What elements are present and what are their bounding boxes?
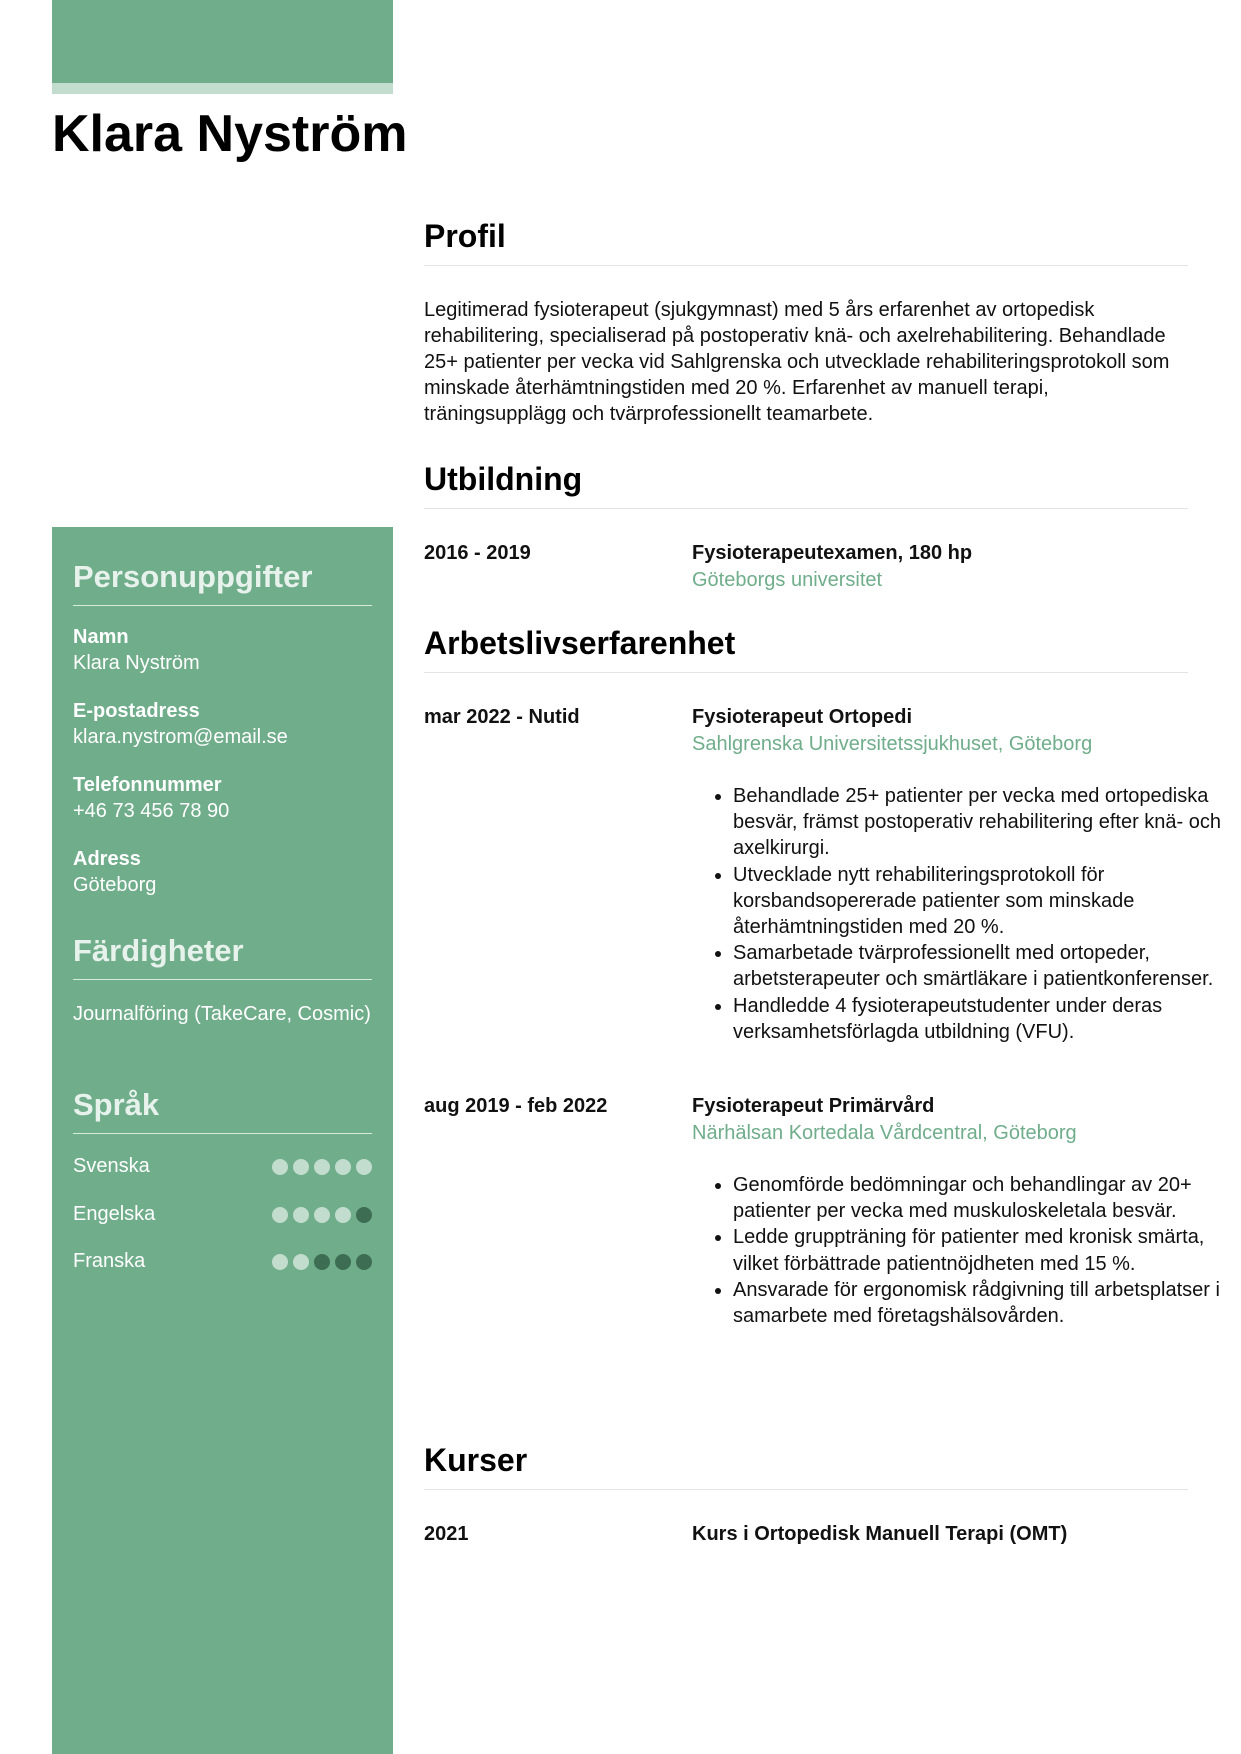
job-bullet: • Genomförde bedömningar och behandlingar av 20+ patienter per vecka med muskuloskeletala besvär. [733,1172,1229,1224]
job-date: mar 2022 - Nutid [424,706,580,728]
field-value: Klara Nyström [73,652,200,674]
level-dot-filled [335,1159,351,1175]
language-name: Engelska [73,1203,156,1225]
level-dot-filled [356,1159,372,1175]
sidebar [52,527,393,1754]
job-bullet: • Handledde 4 fysioterapeutstudenter under deras verksamhetsförlagda utbildning (VFU). [733,993,1229,1045]
job-bullet: • Samarbetade tvärprofessionellt med ortopeder, arbetsterapeuter och smärtläkare i patientkonferenser. [733,940,1229,992]
resume-name: Klara Nyström [52,105,408,163]
level-dot-empty [335,1254,351,1270]
level-dot-filled [314,1159,330,1175]
course-title: Kurs i Ortopedisk Manuell Terapi (OMT) [692,1523,1068,1545]
education-title: Fysioterapeutexamen, 180 hp [692,542,973,564]
language-row-svenska [73,1155,372,1181]
header-color-block [52,0,393,83]
field-value: +46 73 456 78 90 [73,800,230,822]
field-address [73,847,372,898]
section-divider [424,672,1188,673]
field-label: Telefonnummer [73,774,222,796]
skill-item [73,1001,372,1027]
field-phone [73,773,372,824]
field-email [73,699,372,750]
courses-heading: Kurser [424,1442,528,1478]
profile-heading: Profil [424,218,506,254]
level-dot-filled [272,1159,288,1175]
personal-info-heading: Personuppgifter [73,558,372,606]
level-dot-filled [272,1254,288,1270]
job-title: Fysioterapeut Ortopedi [692,706,913,728]
language-name: Franska [73,1250,146,1272]
skills-heading: Färdigheter [73,932,372,980]
job-employer: Närhälsan Kortedala Vårdcentral, Göteborg [692,1122,1077,1144]
field-value: klara.nystrom@email.se [73,726,288,748]
field-value: Göteborg [73,874,157,896]
language-list [73,1155,372,1315]
language-name: Svenska [73,1155,150,1177]
job-employer: Sahlgrenska Universitetssjukhuset, Göteborg [692,733,1093,755]
level-dot-empty [356,1254,372,1270]
personal-info-section [73,558,372,606]
job-date: aug 2019 - feb 2022 [424,1095,608,1117]
field-label: E-postadress [73,700,200,722]
languages-section [73,1086,372,1134]
language-level-dots [272,1159,372,1175]
job-bullet-list [692,783,1229,1045]
section-divider [424,265,1188,266]
section-divider [424,508,1188,509]
level-dot-filled [293,1207,309,1223]
level-dot-empty [314,1254,330,1270]
skills-section [73,932,372,980]
field-label: Namn [73,626,129,648]
experience-heading: Arbetslivserfarenhet [424,625,736,661]
level-dot-filled [293,1254,309,1270]
job-bullet-list [692,1172,1229,1329]
profile-text: Legitimerad fysioterapeut (sjukgymnast) med 5 års erfarenhet av ortopedisk rehabilitering, specialiserad på postoperativ knä- och axelrehabilitering. Behandlade 25+ patienter per vecka vid Sahlgrenska och utvecklade rehabiliteringsprotokoll som minskade återhämtningstiden med 20 %. Erfarenhet av manuell terapi, träningsupplägg och tvärprofessionellt teamarbete. [424,299,1170,425]
skill-text: Journalföring (TakeCare, Cosmic) [73,1003,371,1025]
education-date: 2016 - 2019 [424,542,531,564]
language-level-dots [272,1254,372,1270]
language-level-dots [272,1207,372,1223]
education-heading: Utbildning [424,461,583,497]
level-dot-filled [293,1159,309,1175]
language-row-franska [73,1250,372,1276]
course-date: 2021 [424,1523,469,1545]
job-title: Fysioterapeut Primärvård [692,1095,935,1117]
education-school: Göteborgs universitet [692,569,883,591]
languages-heading: Språk [73,1086,372,1134]
job-bullet: • Behandlade 25+ patienter per vecka med ortopediska besvär, främst postoperativ rehabilitering efter knä- och axelkirurgi. [733,783,1229,862]
level-dot-empty [356,1207,372,1223]
language-row-engelska [73,1203,372,1229]
header-color-stripe [52,83,393,94]
section-divider [424,1489,1188,1490]
level-dot-filled [335,1207,351,1223]
field-name [73,625,372,676]
level-dot-filled [272,1207,288,1223]
field-label: Adress [73,848,141,870]
level-dot-filled [314,1207,330,1223]
job-bullet: • Utvecklade nytt rehabiliteringsprotokoll för korsbandsopererade patienter som minskade återhämtningstiden med 20 %. [733,862,1229,941]
job-bullet: • Ledde gruppträning för patienter med kronisk smärta, vilket förbättrade patientnöjdheten med 15 %. [733,1224,1229,1276]
job-bullet: • Ansvarade för ergonomisk rådgivning till arbetsplatser i samarbete med företagshälsovården. [733,1277,1229,1329]
